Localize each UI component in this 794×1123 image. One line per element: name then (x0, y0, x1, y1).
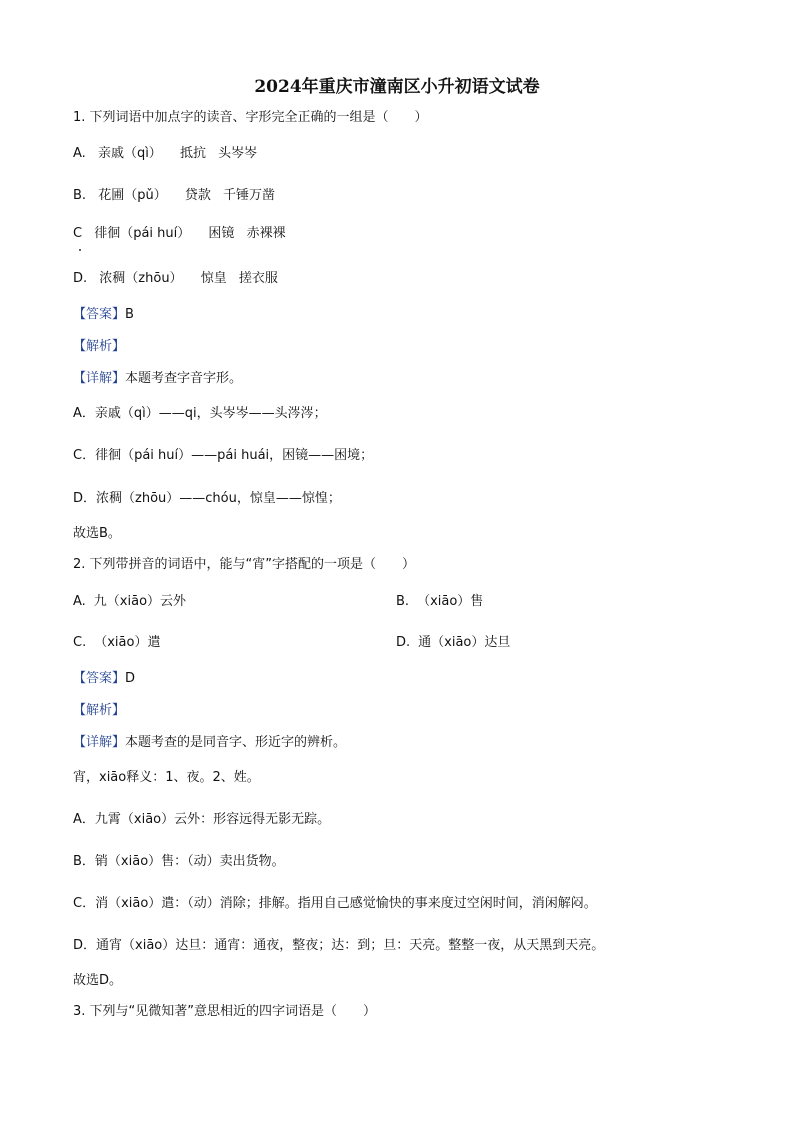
q1-explanation-d: D．浓稠（zhōu）——chóu，惊皇——惊惶； (73, 491, 341, 506)
option-text: 九（xiāo）云外 (93, 594, 187, 609)
option-text: （xiāo）售 (417, 594, 484, 609)
answer-tag: 【答案】 (73, 307, 126, 322)
answer-tag: 【答案】 (73, 671, 126, 686)
option-letter: B. (396, 594, 410, 609)
option-word: 徘徊（pái huí） (94, 226, 191, 241)
q1-detail (73, 370, 242, 388)
page-title: 2024年重庆市潼南区小升初语文试卷 (254, 77, 540, 97)
q1-explanation-a: A．亲戚（qì）——qi，头岑岑——头涔涔； (73, 406, 327, 421)
q2-explanation-b: B．销（xiāo）售：（动）卖出货物。 (73, 854, 285, 869)
analysis-tag: 【解析】 (73, 339, 126, 354)
option-letter: A. (73, 594, 86, 609)
option-text: 通（xiāo）达旦 (418, 635, 511, 650)
option-letter: D. (73, 271, 88, 286)
q2-option-a (73, 593, 186, 611)
option-word: 贷款 (184, 188, 211, 203)
option-letter: C (73, 226, 83, 241)
q2-explanation-d: D．通宵（xiāo）达旦：通宵：通夜，整夜；达：到；旦：天亮。整整一夜，从天黑到天亮。 (73, 938, 605, 953)
option-word: 搓衣服 (238, 271, 278, 286)
q2-option-c (73, 634, 160, 652)
q2-answer (73, 670, 135, 688)
q1-option-b (73, 187, 275, 205)
q2-conclusion: 故选D。 (73, 973, 123, 988)
answer-value: B (125, 307, 134, 322)
option-word: 惊皇 (200, 271, 227, 286)
option-letter: A. (73, 146, 86, 161)
question-2-stem: 2. 下列带拼音的词语中，能与“宵”字搭配的一项是（ ） (73, 557, 416, 572)
option-word: 赤裸裸 (246, 226, 286, 241)
option-word: 抵抗 (179, 146, 206, 161)
question-1-stem: 1. 下列词语中加点字的读音、字形完全正确的一组是（ ） (73, 110, 428, 125)
q2-option-d (396, 634, 510, 652)
q1-explanation-c: C．徘徊（pái huí）——pái huái，困镜——困境； (73, 448, 374, 463)
q2-analysis-tag (73, 702, 125, 720)
analysis-tag: 【解析】 (73, 703, 126, 718)
q1-answer (73, 306, 134, 324)
detail-tag: 【详解】 (73, 371, 126, 386)
detail-text: 本题考查字音字形。 (125, 371, 243, 386)
option-letter: B. (73, 188, 87, 203)
question-3-stem: 3. 下列与“见微知著”意思相近的四字词语是（ ） (73, 1004, 377, 1019)
q1-option-a (73, 145, 257, 163)
q1-conclusion: 故选B。 (73, 526, 121, 541)
answer-value: D (125, 671, 136, 686)
option-word: 浓稠（zhōu） (99, 271, 183, 286)
q2-explanation-c: C．消（xiāo）遣：（动）消除；排解。指用自己感觉愉快的事来度过空闲时间，消闲解闷。 (73, 896, 597, 911)
q2-meaning: 宵，xiāo释义：1、夜。2、姓。 (73, 770, 260, 785)
q1-option-c (73, 225, 286, 243)
option-word: 头岑岑 (218, 146, 258, 161)
option-word: 困镜 (208, 226, 235, 241)
option-word: 千锤万凿 (223, 188, 276, 203)
detail-tag: 【详解】 (73, 735, 126, 750)
option-letter: D. (396, 635, 411, 650)
option-text: （xiāo）遣 (94, 635, 161, 650)
q1-option-d (73, 270, 278, 288)
option-word: 亲戚（qì） (97, 146, 162, 161)
q1-analysis-tag (73, 338, 125, 356)
q2-detail (73, 734, 346, 752)
option-word: 花圃（pǔ） (98, 188, 167, 203)
detail-text: 本题考查的是同音字、形近字的辨析。 (125, 735, 347, 750)
q2-option-b (396, 593, 483, 611)
option-letter: C. (73, 635, 87, 650)
q2-explanation-a: A．九霄（xiāo）云外：形容远得无影无踪。 (73, 812, 331, 827)
dot-mark (79, 249, 81, 251)
